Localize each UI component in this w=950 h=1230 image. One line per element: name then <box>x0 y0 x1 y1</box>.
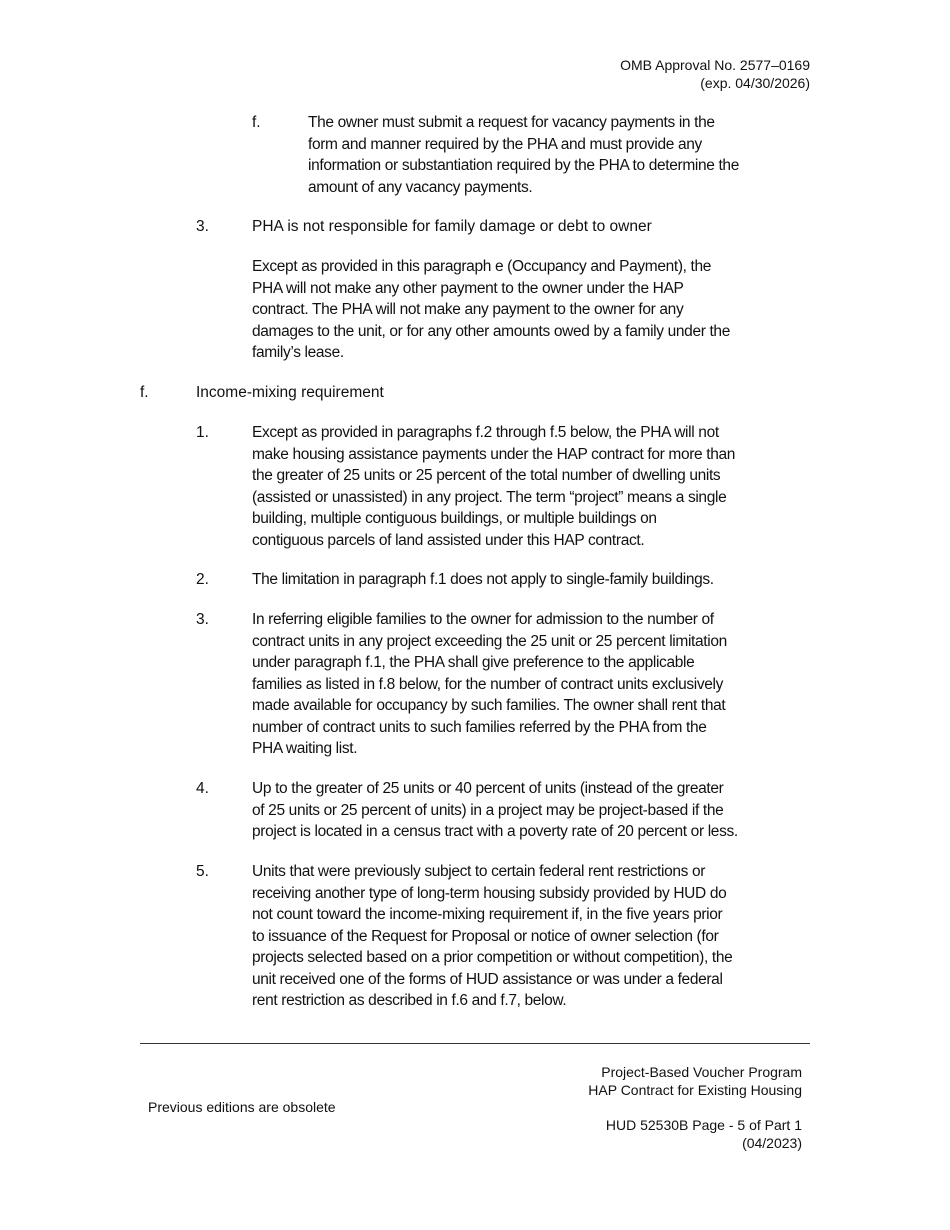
income-mixing-item-1 <box>252 422 822 551</box>
text-line: information or substantiation required by the PHA to determine the <box>308 157 739 174</box>
item-label: 3. <box>196 218 209 235</box>
omb-expiration: (exp. 04/30/2026) <box>700 75 810 91</box>
text-line: make housing assistance payments under the HAP contract for more than <box>252 445 736 463</box>
text-line: number of contract units to such families referred by the PHA from the <box>252 718 707 736</box>
text-line: In referring eligible families to the owner for admission to the number of <box>252 611 714 628</box>
text-line: receiving another type of long-term housing subsidy provided by HUD do <box>252 884 727 902</box>
text-line: not count toward the income-mixing requirement if, in the five years prior <box>252 906 723 923</box>
obsolete-notice: Previous editions are obsolete <box>148 1099 336 1115</box>
section-label: f. <box>140 384 149 401</box>
text-line: PHA waiting list. <box>252 740 358 757</box>
text-line: to issuance of the Request for Proposal or notice of owner selection (for <box>252 927 719 945</box>
omb-approval <box>620 56 810 92</box>
item-label: 1. <box>196 424 209 441</box>
text-line: the greater of 25 units or 25 percent of the total number of dwelling units <box>252 467 721 484</box>
program-name: Project-Based Voucher Program <box>601 1064 802 1080</box>
text-line: amount of any vacancy payments. <box>308 178 533 196</box>
income-mixing-item-4 <box>252 778 822 843</box>
text-line: contract units in any project exceeding the 25 unit or 25 percent limitation <box>252 632 727 650</box>
pha-responsibility-paragraph <box>252 256 822 364</box>
text-line: projects selected based on a prior competition or without competition), the <box>252 949 733 966</box>
section-heading: PHA is not responsible for family damage or debt to owner <box>252 218 652 235</box>
footer-divider <box>140 1043 810 1044</box>
section-heading: Income-mixing requirement <box>196 384 384 401</box>
vacancy-request-paragraph <box>308 112 828 198</box>
form-date: (04/2023) <box>742 1135 802 1151</box>
text-line: damages to the unit, or for any other amounts owed by a family under the <box>252 322 730 340</box>
text-line: project is located in a census tract with a poverty rate of 20 percent or less. <box>252 823 738 840</box>
item-label: 4. <box>196 780 209 797</box>
text-line: rent restriction as described in f.6 and f.7, below. <box>252 992 567 1009</box>
item-label: f. <box>252 114 261 131</box>
text-line: contiguous parcels of land assisted under this HAP contract. <box>252 531 645 549</box>
text-line: Except as provided in paragraphs f.2 through f.5 below, the PHA will not <box>252 424 719 441</box>
footer-page-info <box>606 1116 802 1152</box>
text-line: of 25 units or 25 percent of units) in a project may be project-based if the <box>252 801 724 819</box>
income-mixing-item-2 <box>252 569 822 591</box>
text-line: Except as provided in this paragraph e (Occupancy and Payment), the <box>252 258 712 275</box>
text-line: Up to the greater of 25 units or 40 percent of units (instead of the greater <box>252 780 724 797</box>
text-line: PHA will not make any other payment to the owner under the HAP <box>252 279 684 297</box>
page-number: HUD 52530B Page - 5 of Part 1 <box>605 1117 802 1133</box>
income-mixing-item-5 <box>252 861 822 1012</box>
contract-name: HAP Contract for Existing Housing <box>588 1082 802 1098</box>
text-line: family’s lease. <box>252 344 344 361</box>
text-line: Units that were previously subject to certain federal rent restrictions or <box>252 863 706 880</box>
text-line: form and manner required by the PHA and must provide any <box>308 135 702 153</box>
text-line: (assisted or unassisted) in any project. The term “project” means a single <box>252 488 727 506</box>
income-mixing-item-3 <box>252 609 822 760</box>
text-line: The owner must submit a request for vacancy payments in the <box>308 114 715 131</box>
item-label: 2. <box>196 571 209 588</box>
text-line: families as listed in f.8 below, for the number of contract units exclusively <box>252 675 724 693</box>
omb-number: OMB Approval No. 2577–0169 <box>620 57 810 73</box>
text-line: made available for occupancy by such families. The owner shall rent that <box>252 697 726 714</box>
item-label: 5. <box>196 863 209 880</box>
text-line: building, multiple contiguous buildings, or multiple buildings on <box>252 510 657 527</box>
text-line: under paragraph f.1, the PHA shall give preference to the applicable <box>252 654 695 671</box>
text-line: contract. The PHA will not make any payment to the owner for any <box>252 301 684 318</box>
text-line: unit received one of the forms of HUD assistance or was under a federal <box>252 970 723 988</box>
text-line: The limitation in paragraph f.1 does not apply to single-family buildings. <box>252 571 714 588</box>
footer-program <box>588 1063 802 1099</box>
item-label: 3. <box>196 611 209 628</box>
